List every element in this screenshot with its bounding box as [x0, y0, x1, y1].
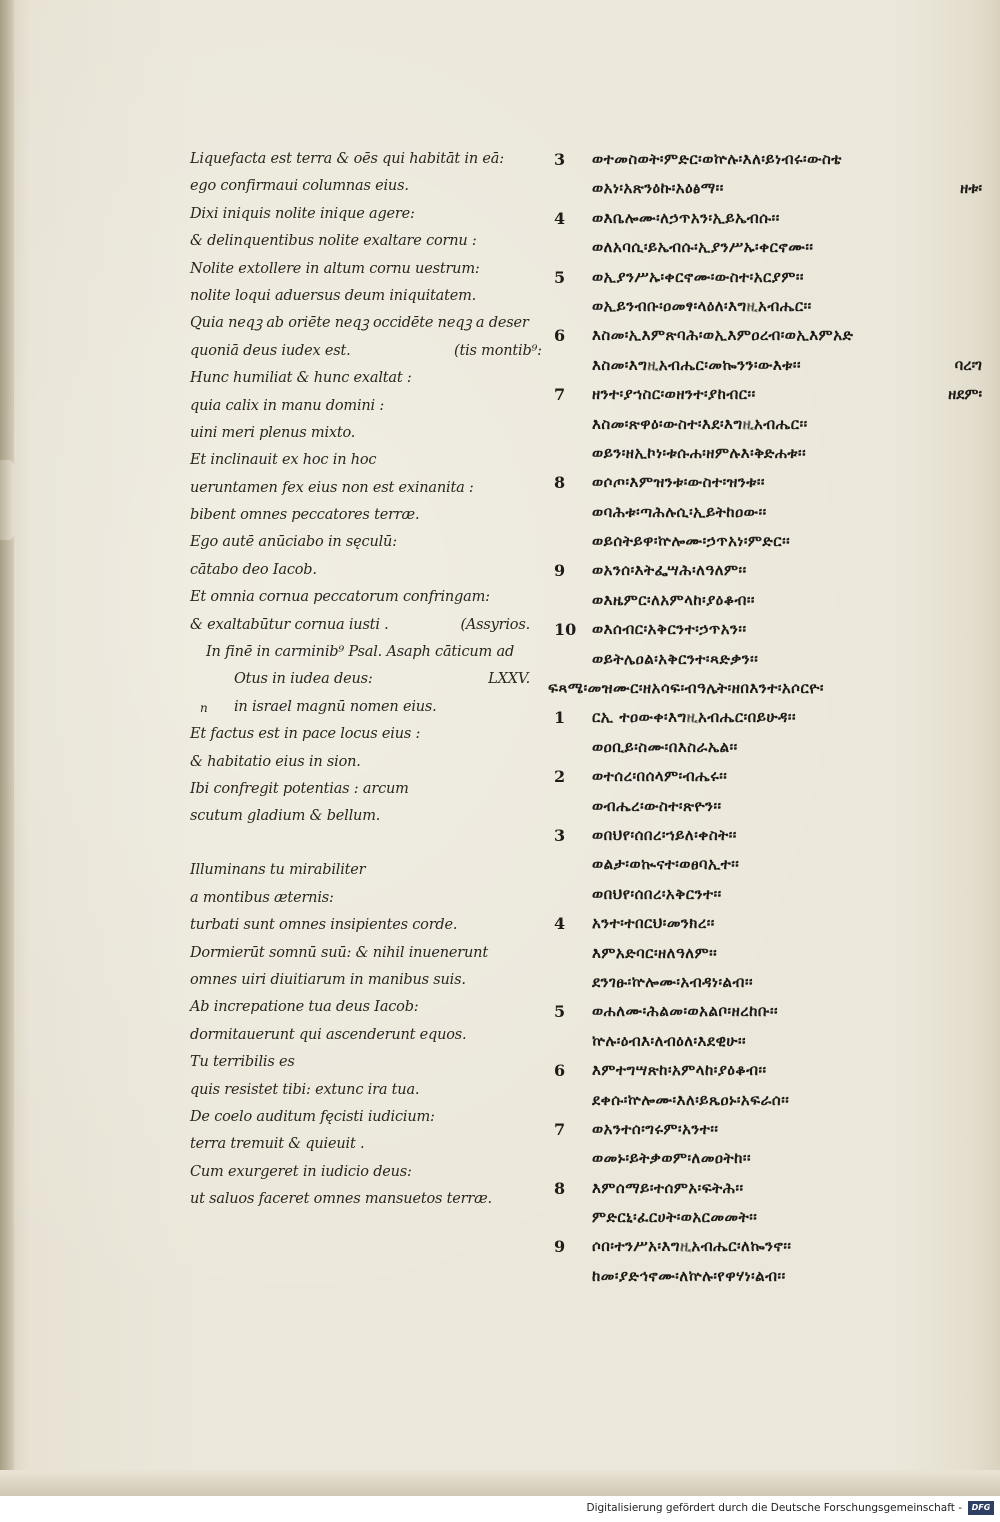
latin-line: n in israel magnū nomen eius. — [200, 698, 437, 715]
verse-number: 2 — [554, 767, 566, 787]
verse-number: 4 — [554, 208, 566, 228]
geez-text: ወእሰብር፡አቅርንተ፡ኃጥአን፡፡ — [592, 620, 747, 639]
verse-number: 7 — [554, 1119, 566, 1139]
latin-line: quia calix in manu domini : — [190, 397, 385, 414]
latin-line: scutum gladium & bellum. — [190, 808, 381, 825]
geez-text: እስመ፡ጽዋዕ፡ውስተ፡እደ፡እግዚአብሔር፡፡ — [592, 414, 808, 433]
geez-text: ከመ፡ያድኅኖሙ፡ለኵሉ፡የዋሃነ፡ልብ፡፡ — [592, 1266, 786, 1285]
verse-number: 3 — [554, 150, 566, 169]
geez-text: እምተግሣጽከ፡አምላከ፡ያዕቆብ፡፡ — [592, 1061, 767, 1080]
latin-line: De coelo auditum fęcisti iudicium: — [190, 1108, 435, 1125]
latin-line: Et inclinauit ex hoc in hoc — [190, 452, 377, 469]
geez-column — [548, 152, 988, 1298]
latin-line: Liquefacta est terra & oēs qui habitāt in eā: — [190, 151, 504, 167]
geez-line — [548, 1210, 988, 1239]
verse-number: 3 — [554, 825, 566, 845]
geez-text: ወእቤሎሙ፡ለኃጥአን፡ኢይኤብሱ፡፡ — [592, 208, 780, 227]
latin-line: Dormierūt somnū suū: & nihil inuenerunt — [190, 944, 488, 961]
geez-text: ወልታ፡ወኲናተ፡ወፀባኢተ፡፡ — [592, 855, 740, 874]
verse-number: 7 — [554, 385, 566, 405]
geez-line — [548, 825, 988, 857]
verse-number: 4 — [554, 914, 566, 934]
latin-line: Et omnia cornua peccatorum confringam: — [190, 589, 490, 606]
geez-line — [548, 563, 988, 592]
latin-line: cātabo deo Iacob. — [190, 561, 317, 578]
geez-line — [548, 152, 988, 181]
geez-line — [548, 181, 988, 210]
geez-line — [548, 737, 988, 769]
verse-number: 1 — [554, 708, 566, 728]
geez-text: ወአነ፡አጽንዕኩ፡አዕፅማ፡፡ — [592, 179, 724, 198]
geez-line — [548, 328, 988, 357]
geez-line — [548, 387, 988, 416]
footer-bar — [0, 1496, 1000, 1522]
geez-line — [548, 972, 988, 1004]
geez-line — [548, 355, 988, 387]
psalm-first-line: Otus in iudea deus: LXXV. — [234, 671, 530, 688]
geez-text: ወይትሌዐል፡አቅርንተ፡ጻድቃን፡፡ — [592, 649, 759, 668]
geez-text: ወተሰረ፡በሰላም፡ብሔሩ፡፡ — [592, 767, 728, 786]
verse-number: 6 — [554, 326, 566, 346]
psalm-number: LXXV. — [488, 671, 530, 688]
geez-psalm-heading — [548, 681, 988, 710]
geez-line — [548, 943, 988, 975]
verse-number: 5 — [554, 1002, 566, 1022]
geez-text: ወኢያንሥኡ፡ቀርኖሙ፡ውስተ፡አርያም፡፡ — [592, 267, 804, 286]
geez-text: ምድርኒ፡ፈርሀት፡ወአርመመት፡፡ — [592, 1208, 758, 1227]
geez-line — [548, 208, 988, 240]
geez-text: ርኢ ተዐውቀ፡እግዚአብሔር፡በይሁዳ፡፡ — [592, 708, 796, 727]
latin-line: Nolite extollere in altum cornu uestrum: — [190, 260, 480, 277]
geez-text: ወኢይንብቡ፡ዐመፃ፡ላዕለ፡እግዚአብሔር፡፡ — [592, 296, 812, 315]
geez-line — [548, 1119, 988, 1151]
verse-number: 10 — [554, 620, 577, 640]
geez-text: ወበህየ፡ሰበረ፡አቅርንተ፡፡ — [592, 884, 722, 903]
geez-line — [548, 857, 988, 886]
geez-text: እምሰማይ፡ተሰምአ፡ፍትሕ፡፡ — [592, 1178, 744, 1197]
geez-line — [548, 1004, 988, 1033]
latin-line: Dixi iniquis nolite inique agere: — [190, 205, 415, 222]
geez-line — [548, 240, 988, 269]
geez-line — [548, 1178, 988, 1210]
latin-line: quoniā deus iudex est. (tis montib⁹: — [190, 342, 542, 359]
geez-line — [548, 622, 988, 651]
geez-line — [548, 1090, 988, 1122]
latin-line: Cum exurgeret in iudicio deus: — [190, 1163, 412, 1180]
latin-line: Illuminans tu mirabiliter — [190, 862, 366, 879]
geez-line — [548, 534, 988, 563]
geez-text: ወሶጦ፡እምዝንቱ፡ውስተ፡ዝንቱ፡፡ — [592, 473, 765, 492]
latin-line: & habitatio eius in sion. — [190, 753, 361, 770]
geez-text: ወሐለሙ፡ሕልመ፡ወአልቦ፡ዘረከቡ፡፡ — [592, 1002, 779, 1021]
geez-line — [548, 502, 988, 534]
verse-number: 8 — [554, 473, 566, 493]
geez-text: ኵሉ፡ዕብእ፡ለብዕለ፡እደዊሁ፡፡ — [592, 1031, 747, 1050]
verse-number: 9 — [554, 1237, 566, 1257]
geez-catchword: ዘደም፡ — [948, 385, 982, 404]
geez-text: ፍጻሜ፡መዝሙር፡ዘአሳፍ፡ብዓሌት፡ዘበእንተ፡አሶርዮ፡ — [548, 679, 824, 698]
page-tab-mark — [0, 460, 14, 540]
geez-text: ወእዜምር፡ለአምላከ፡ያዕቆብ፡፡ — [592, 590, 755, 609]
latin-line: ut saluos faceret omnes mansuetos terræ. — [190, 1191, 492, 1208]
latin-line: ego confirmaui columnas eius. — [190, 178, 409, 195]
geez-line — [548, 475, 988, 504]
geez-text: ወባሕቱ፡ጣሕሉሲ፡ኢይትከዐው፡፡ — [592, 502, 767, 521]
initial-guide-letter: n — [200, 700, 208, 715]
geez-line — [548, 414, 988, 446]
geez-line — [548, 296, 988, 328]
latin-line: Hunc humiliat & hunc exaltat : — [190, 370, 412, 387]
geez-text: እስመ፡እግዚአብሔር፡መኰንን፡ውእቱ፡፡ — [592, 355, 801, 374]
geez-text: እስመ፡ኢእምጽባሕ፡ወኢእምዐረብ፡ወኢእምአድ — [592, 326, 854, 345]
verse-number: 9 — [554, 561, 566, 581]
geez-text: አንተ፡ተበርህ፡መንክረ፡፡ — [592, 914, 715, 933]
latin-line: & delinquentibus nolite exaltare cornu : — [190, 233, 477, 250]
geez-line — [548, 710, 988, 739]
geez-line — [548, 590, 988, 622]
funding-notice: Digitalisierung gefördert durch die Deutsche Forschungsgemeinschaft - — [586, 1502, 962, 1514]
geez-line — [548, 1239, 988, 1268]
geez-catchword: ዘቱ፡ — [960, 179, 982, 198]
latin-line: a montibus æternis: — [190, 889, 334, 906]
geez-text: ወለአባሲ፡ይኤብሱ፡ኢያንሥኡ፡ቀርኖሙ፡፡ — [592, 238, 814, 257]
geez-text: ደንገፁ፡ኵሎሙ፡አብዳነ፡ልብ፡፡ — [592, 972, 754, 991]
latin-line: & exaltabūtur cornua iusti . (Assyrios. — [190, 616, 530, 633]
geez-text: ወመኑ፡ይትቃወም፡ለመዐትከ፡፡ — [592, 1149, 751, 1168]
geez-line — [548, 1031, 988, 1063]
geez-text: ደቀሱ፡ኵሎሙ፡እለ፡ይጼዐኑ፡አፍራሰ፡፡ — [592, 1090, 790, 1109]
latin-column — [190, 151, 542, 1219]
geez-text: ዘንተ፡ያኀስር፡ወዘንተ፡ያከብር፡፡ — [592, 385, 756, 404]
verse-number: 8 — [554, 1178, 566, 1198]
geez-line — [548, 649, 988, 681]
geez-line — [548, 267, 988, 299]
geez-line — [548, 1151, 988, 1180]
latin-line: ueruntamen fex eius non est exinanita : — [190, 479, 474, 496]
latin-line: Et factus est in pace locus eius : — [190, 726, 421, 743]
geez-line — [548, 769, 988, 798]
latin-line: turbati sunt omnes insipientes corde. — [190, 917, 458, 934]
geez-text: ሶበ፡ተንሥአ፡እግዚአብሔር፡ለኰንኖ፡፡ — [592, 1237, 792, 1256]
latin-line: dormitauerunt qui ascenderunt equos. — [190, 1026, 467, 1043]
geez-line — [548, 916, 988, 945]
page-binding-edge — [0, 0, 14, 1496]
latin-line: Ego autē anūciabo in sęculū: — [190, 534, 397, 551]
geez-line — [548, 796, 988, 828]
latin-line: bibent omnes peccatores terræ. — [190, 507, 420, 524]
latin-line: nolite loqui aduersus deum iniquitatem. — [190, 287, 477, 304]
geez-line — [548, 443, 988, 475]
latin-line: Ab increpatione tua deus Iacob: — [190, 999, 419, 1016]
geez-text: ወአንተሰ፡ግሩም፡አንተ፡፡ — [592, 1119, 719, 1138]
geez-catchword: ባረ፡ገ — [954, 355, 982, 374]
latin-line: terra tremuit & quieuit . — [190, 1136, 365, 1153]
dfg-logo: DFG — [968, 1501, 994, 1515]
geez-line — [548, 1266, 988, 1298]
geez-text: ወተመስወት፡ምድር፡ወኵሉ፡እለ፡ይነብሩ፡ውስቴ — [592, 150, 842, 168]
page-bottom-edge — [0, 1470, 1000, 1496]
verse-number: 6 — [554, 1061, 566, 1081]
latin-line: uini meri plenus mixto. — [190, 424, 356, 441]
verse-number: 5 — [554, 267, 566, 287]
geez-line — [548, 884, 988, 916]
geez-text: ወይሰትይዋ፡ኵሎሙ፡ኃጥአነ፡ምድር፡፡ — [592, 532, 791, 551]
latin-line: Quia neqꝫ ab oriēte neqꝫ occidēte neqꝫ a deser — [190, 315, 529, 332]
psalm-heading: In finē in carminib⁹ Psal. Asaph cāticum ad — [206, 644, 515, 661]
latin-line: Ibi confregit potentias : arcum — [190, 780, 409, 797]
geez-text: ወበህየ፡ሰበረ፡ኀይለ፡ቀስት፡፡ — [592, 825, 737, 844]
geez-line — [548, 1063, 988, 1092]
geez-text: ወዐቢይ፡ስሙ፡በእስራኤል፡፡ — [592, 737, 738, 756]
geez-text: ወይን፡ዘኢኮነ፡ቱሱሐ፡ዘምሉእ፡ቅድሐቱ፡፡ — [592, 443, 807, 462]
latin-line: omnes uiri diuitiarum in manibus suis. — [190, 971, 466, 988]
geez-text: ወብሔረ፡ውስተ፡ጽዮን፡፡ — [592, 796, 722, 815]
latin-line: quis resistet tibi: extunc ira tua. — [190, 1081, 420, 1098]
geez-text: ወአንሰ፡እትፌሣሕ፡ለዓለም፡፡ — [592, 561, 747, 580]
latin-line: Tu terribilis es — [190, 1054, 295, 1071]
geez-text: እምአድባር፡ዘለዓለም፡፡ — [592, 943, 718, 962]
